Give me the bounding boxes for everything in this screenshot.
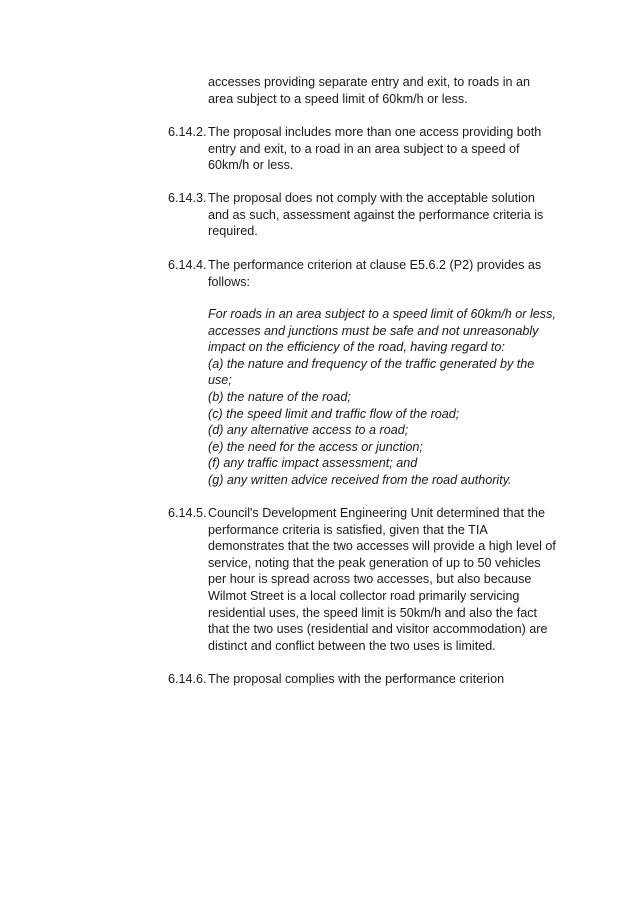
quote-line: (b) the nature of the road;: [208, 389, 351, 404]
text-line: distinct and conflict between the two uses is limited.: [208, 638, 496, 653]
text-line: per hour is spread across two accesses, but also because: [208, 572, 532, 587]
paragraph-number: 6.14.3.: [168, 191, 207, 205]
quote-line: impact on the efficiency of the road, having regard to:: [208, 340, 505, 355]
quote-line: For roads in an area subject to a speed limit of 60km/h or less,: [208, 307, 556, 321]
paragraph-number: 6.14.2.: [168, 125, 207, 139]
quote-line: (e) the need for the access or junction;: [208, 439, 423, 454]
quote-line: use;: [208, 373, 232, 388]
paragraph-number: 6.14.4.: [168, 258, 207, 272]
paragraph-text: [208, 124, 568, 174]
paragraph-text: [208, 505, 568, 654]
paragraph-6-14-4: [168, 257, 568, 290]
paragraph-6-14-3: [168, 190, 568, 240]
text-line: The proposal does not comply with the acceptable solution: [208, 191, 535, 205]
text-line: accesses providing separate entry and exit, to roads in an: [208, 75, 531, 89]
text-line: required.: [208, 224, 258, 239]
quote-line: (c) the speed limit and traffic flow of the road;: [208, 406, 460, 421]
text-line: The performance criterion at clause E5.6.2 (P2) provides as: [208, 258, 542, 272]
quote-line: (a) the nature and frequency of the traffic generated by the: [208, 356, 535, 371]
text-line: The proposal complies with the performance criterion: [208, 672, 505, 686]
paragraph-text: [208, 671, 568, 688]
paragraph-6-14-2: [168, 124, 568, 174]
quote-line: (g) any written advice received from the road authority.: [208, 472, 512, 487]
text-line: Council's Development Engineering Unit determined that the: [208, 506, 546, 520]
text-line: entry and exit, to a road in an area subject to a speed of: [208, 141, 520, 156]
text-line: that the two uses (residential and visitor accommodation) are: [208, 622, 548, 637]
text-line: performance criteria is satisfied, given that the TIA: [208, 522, 488, 537]
text-line: The proposal includes more than one access providing both: [208, 125, 542, 139]
text-line: demonstrates that the two accesses will provide a high level of: [208, 539, 556, 554]
performance-criterion-quote: [208, 306, 568, 489]
quote-line: (f) any traffic impact assessment; and: [208, 456, 418, 471]
text-line: area subject to a speed limit of 60km/h or less.: [208, 91, 468, 106]
paragraph-text: [208, 257, 568, 290]
text-line: residential uses, the speed limit is 50km/h and also the fact: [208, 605, 538, 620]
text-line: 60km/h or less.: [208, 158, 294, 173]
paragraph-number: 6.14.5.: [168, 506, 207, 520]
text-line: follows:: [208, 274, 250, 289]
paragraph-6-14-5: [168, 505, 568, 654]
paragraph-text: [208, 190, 568, 240]
text-line: service, noting that the peak generation of up to 50 vehicles: [208, 555, 541, 570]
text-line: Wilmot Street is a local collector road primarily servicing: [208, 588, 520, 603]
quote-line: (d) any alternative access to a road;: [208, 423, 409, 438]
quote-line: accesses and junctions must be safe and not unreasonably: [208, 323, 539, 338]
paragraph-6-14-6: [168, 671, 568, 688]
continuation-text: [208, 74, 568, 107]
paragraph-number: 6.14.6.: [168, 672, 207, 686]
text-line: and as such, assessment against the performance criteria is: [208, 207, 544, 222]
